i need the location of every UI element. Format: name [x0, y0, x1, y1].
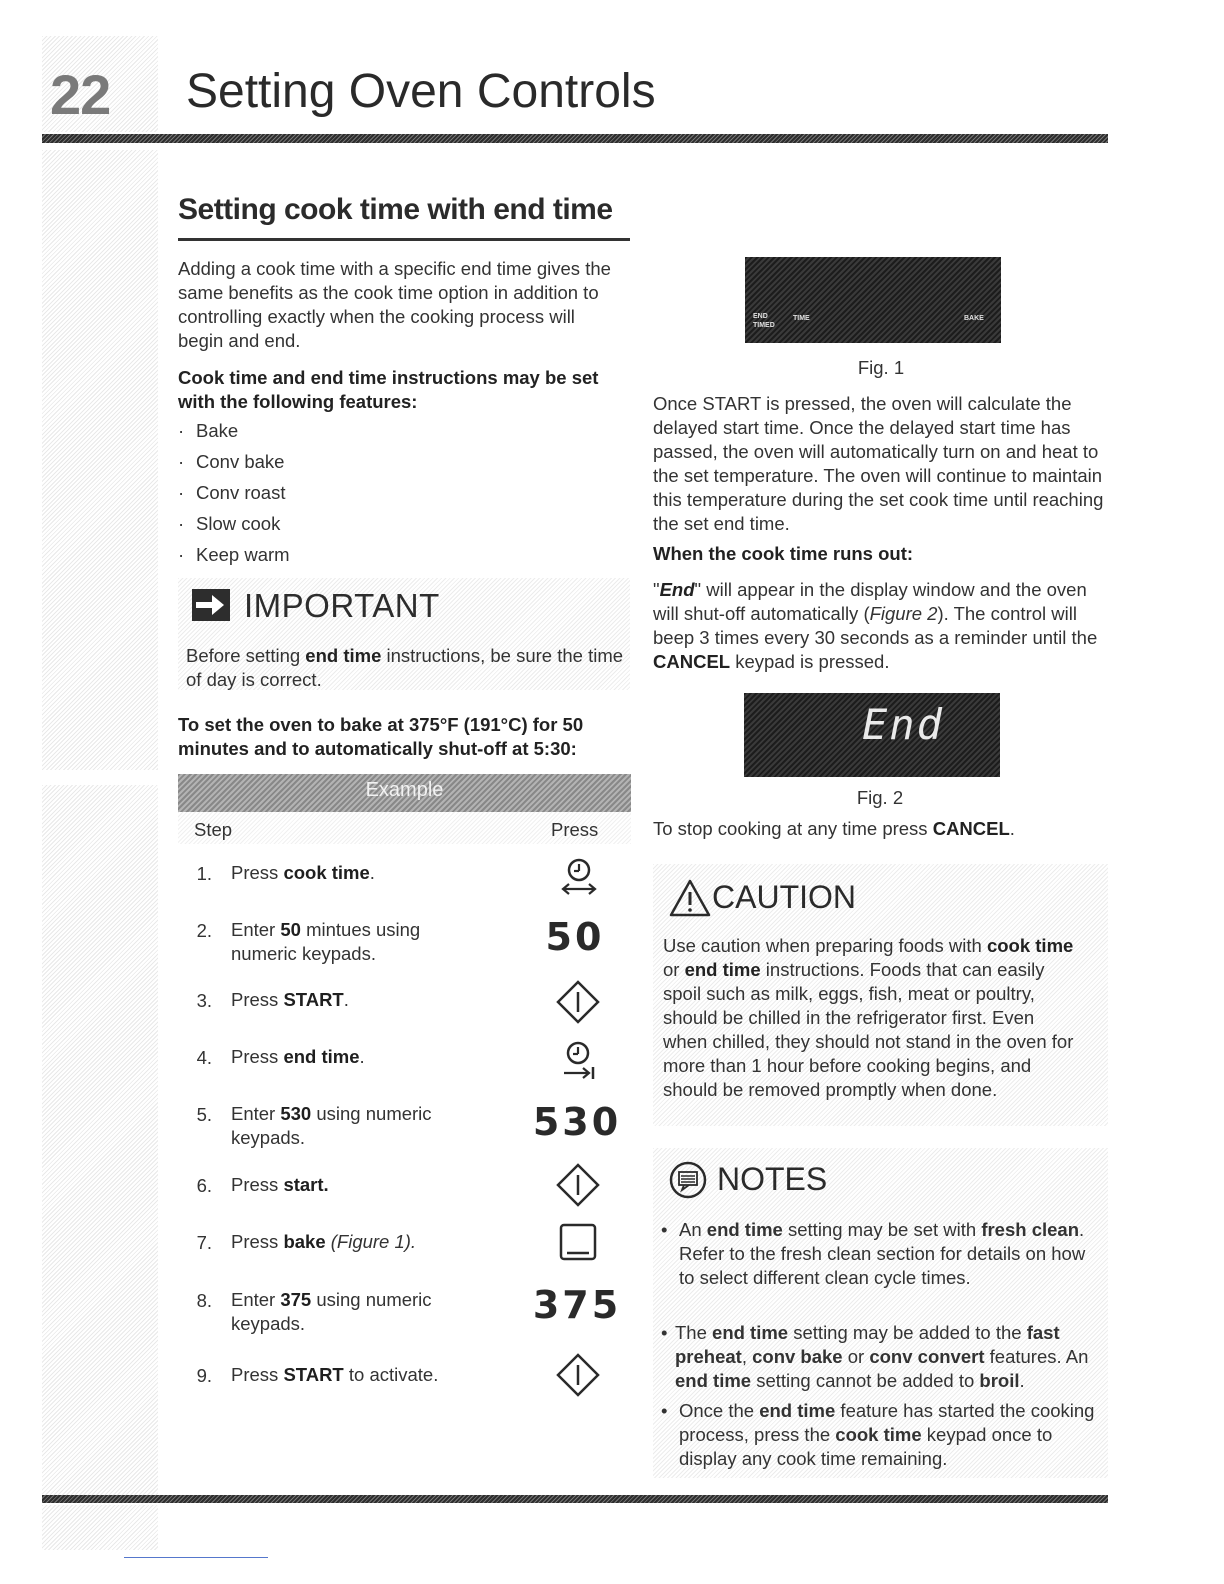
sidebar-pattern-lower	[42, 785, 158, 1495]
features-list	[178, 419, 290, 574]
caution-title: CAUTION	[712, 879, 856, 915]
step-number: 5.	[196, 1104, 212, 1125]
notes-title: NOTES	[717, 1161, 828, 1197]
end-time-icon	[558, 1038, 600, 1087]
arrow-right-icon	[192, 589, 230, 621]
features-lead: Cook time and end time instructions may be set with the following features:	[178, 367, 599, 412]
start-icon	[556, 1163, 600, 1212]
display-end-text: End	[862, 700, 944, 749]
start-icon	[556, 1353, 600, 1402]
warning-icon	[668, 878, 712, 923]
figure-2-caption: Fig. 2	[856, 787, 904, 808]
keypad-value: 50	[545, 915, 605, 959]
footer-rule	[42, 1495, 1108, 1503]
example-label: Example	[365, 779, 444, 801]
step-text: Press START to activate.	[231, 1364, 439, 1385]
important-text: Before setting end time instructions, be sure the time of day is correct.	[186, 645, 624, 690]
list-item: · Conv bake	[178, 451, 285, 472]
step-text: Press bake (Figure 1).	[231, 1231, 417, 1252]
intro-paragraph: Adding a cook time with a specific end time gives the same benefits as the cook time option in addition to controlling exactly when the cooking process will begin and end.	[178, 258, 611, 351]
after-start-paragraph: Once START is pressed, the oven will calculate the delayed start time. Once the delayed start time has passed, the oven will automatically turn on and heat to the set temperature. The oven will continue to maintain this temperature during the set cook time until reaching the set end time.	[653, 393, 1104, 534]
list-item: · Conv roast	[178, 482, 286, 503]
list-item: • An end time setting may be set with fresh clean. Refer to the fresh clean section for details on how to select different clean cycle times.	[661, 1219, 1086, 1288]
footer-divider	[124, 1557, 268, 1558]
header-rule	[42, 134, 1108, 143]
caution-text: Use caution when preparing foods with cook time or end time instructions. Foods that can easily spoil such as milk, eggs, fish, meat or poultry, should be chilled in the refrigerator first. Even when chilled, they should not stand in the oven for more than 1 hour before cooking begins, and should be removed promptly when done.	[663, 935, 1074, 1100]
section-rule	[178, 238, 630, 241]
step-text: Press start.	[231, 1174, 329, 1195]
example-lead: To set the oven to bake at 375°F (191°C) for 50 minutes and to automatically shut-off at 5:30:	[178, 714, 584, 759]
step-number: 9.	[196, 1365, 212, 1386]
sidebar-pattern-upper	[42, 150, 158, 770]
list-item: · Keep warm	[178, 544, 290, 565]
step-number: 1.	[196, 863, 212, 884]
cook-time-icon	[558, 855, 600, 902]
step-number: 7.	[196, 1232, 212, 1253]
notes-icon	[668, 1160, 708, 1205]
col-press-header: Press	[551, 819, 599, 840]
display-label-end: END	[753, 313, 768, 320]
runs-out-heading: When the cook time runs out:	[653, 543, 914, 564]
keypad-value: 530	[532, 1100, 622, 1144]
step-text: Press end time.	[231, 1046, 365, 1067]
figure-1-caption: Fig. 1	[857, 357, 905, 378]
page-number: 22	[50, 63, 111, 126]
important-title: IMPORTANT	[244, 587, 440, 624]
step-text: Press START.	[231, 989, 349, 1010]
step-text: Enter 50 mintues using numeric keypads.	[231, 919, 421, 964]
list-item: • The end time setting may be added to the fast preheat, conv bake or conv convert features. An end time setting cannot be added to broil.	[661, 1322, 1089, 1391]
step-number: 3.	[196, 990, 212, 1011]
list-item: · Bake	[178, 420, 239, 441]
stop-cooking-text: To stop cooking at any time press CANCEL.	[653, 818, 1015, 839]
sidebar-pattern-footer	[42, 1505, 158, 1550]
start-icon	[556, 980, 600, 1029]
col-step-header: Step	[194, 819, 233, 840]
runs-out-paragraph: "End" will appear in the display window and the oven will shut-off automatically (Figure 2). The control will beep 3 times every 30 seconds as a reminder until the CANCEL keypad is pressed.	[653, 579, 1098, 672]
step-number: 2.	[196, 920, 212, 941]
step-text: Press cook time.	[231, 862, 375, 883]
list-item: · Slow cook	[178, 513, 281, 534]
bake-icon	[559, 1223, 597, 1266]
page-title: Setting Oven Controls	[186, 65, 656, 118]
display-label-timed: TIMED	[753, 322, 775, 329]
list-item: • Once the end time feature has started the cooking process, press the cook time keypad once to display any cook time remaining.	[661, 1400, 1095, 1469]
display-label-time: TIME	[793, 315, 810, 322]
figure-1-display	[745, 257, 1001, 343]
step-number: 6.	[196, 1175, 212, 1196]
step-text: Enter 530 using numeric keypads.	[231, 1103, 432, 1148]
step-number: 4.	[196, 1047, 212, 1068]
section-heading: Setting cook time with end time	[178, 193, 613, 226]
keypad-value: 375	[532, 1283, 622, 1327]
step-text: Enter 375 using numeric keypads.	[231, 1289, 432, 1334]
step-number: 8.	[196, 1290, 212, 1311]
display-label-bake: BAKE	[964, 315, 984, 322]
